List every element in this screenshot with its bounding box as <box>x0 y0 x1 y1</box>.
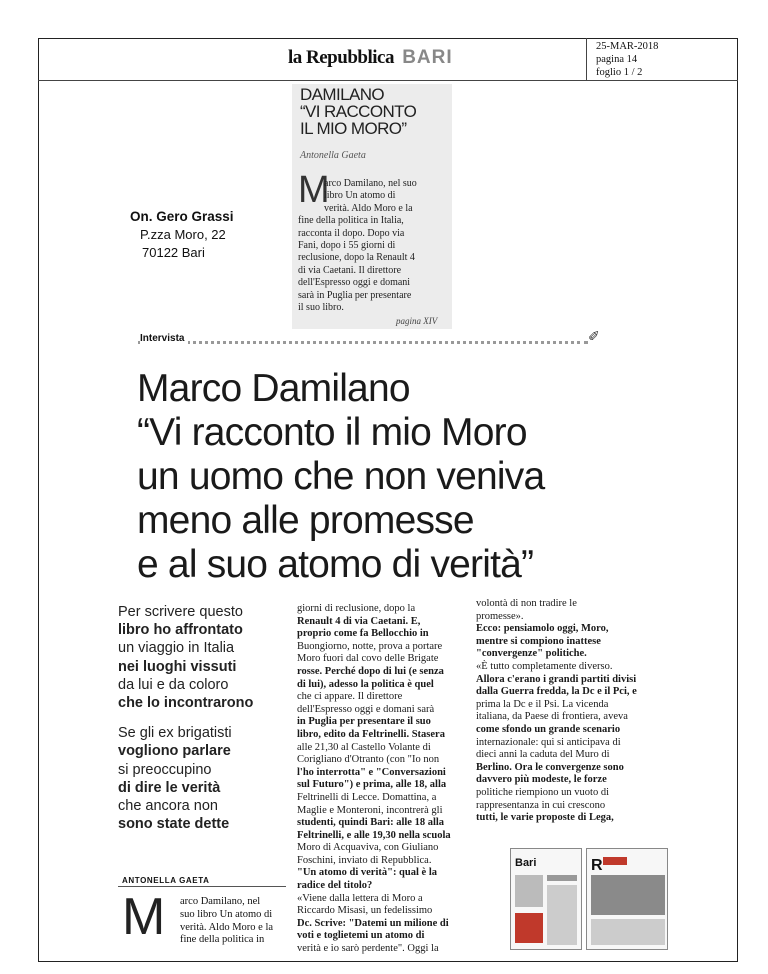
article-line: Corigliano d'Otranto (con "Io non <box>297 754 440 766</box>
header-sheet: foglio 1 / 2 <box>596 67 643 78</box>
article-line: di lui), adesso la politica è quel <box>297 678 434 690</box>
article-line: Moro fuori dal covo delle Brigate <box>297 653 439 665</box>
article-line: Berlino. Ora le convergenze sono <box>476 761 624 773</box>
article-line: Moro di Acquaviva, con Giuliano <box>297 842 439 854</box>
thumbnail-photo <box>591 875 665 915</box>
article-line: internazionale: qui si anticipava di <box>476 736 621 748</box>
address-street: P.zza Moro, 22 <box>140 227 226 242</box>
article-lead-line: arco Damilano, nel <box>180 896 261 907</box>
teaser-line: verità. Aldo Moro e la <box>324 202 413 214</box>
header-divider <box>38 80 738 81</box>
pull-quote-line: che lo incontrarono <box>118 695 254 712</box>
article-column-3 <box>476 598 666 825</box>
teaser-line: sarà in Puglia per presentare <box>298 289 412 301</box>
article-line: "convergenze" politiche. <box>476 648 587 660</box>
page-thumbnail-left <box>510 848 582 950</box>
section-bar <box>138 331 608 351</box>
article-line: tutti, le varie proposte di Lega, <box>476 812 614 824</box>
article-lead-line: fine della politica in <box>180 934 265 946</box>
masthead <box>288 47 453 69</box>
address-city: 70122 Bari <box>142 245 205 260</box>
article-line: Feltrinelli, e alle 19,30 nella scuola <box>297 829 451 841</box>
teaser-line: racconta il dopo. Dopo via <box>298 227 405 239</box>
article-line: dalla Guerra fredda, la Dc e il Pci, e <box>476 686 637 698</box>
article-line: davvero più modeste, le forze <box>476 774 607 786</box>
teaser-title-line: “VI RACCONTO <box>300 102 417 121</box>
article-line: italiana, da Paese di frontiera, aveva <box>476 711 628 723</box>
teaser-line: libro Un atomo di <box>324 190 396 202</box>
article-lead-line: suo libro Un atomo di <box>180 908 273 920</box>
headline-line: e al suo atomo di verità” <box>137 543 534 586</box>
article-line: «È tutto completamente diverso. <box>476 660 613 672</box>
teaser-title <box>300 86 416 137</box>
pull-quote-line: un viaggio in Italia <box>118 640 235 657</box>
article-line: Allora c'erano i grandi partiti divisi <box>476 673 637 685</box>
article-line: Riccardo Misasi, un fedelissimo <box>297 905 433 917</box>
article-line: come sfondo un grande scenario <box>476 723 621 735</box>
teaser-dropcap: M <box>298 169 330 211</box>
article-lead <box>180 896 273 947</box>
article-line: «Viene dalla lettera di Moro a <box>297 892 423 904</box>
teaser-body <box>298 178 448 314</box>
article-line: sul Futuro") e prima, alle 18, alla <box>297 779 447 791</box>
teaser-line: reclusione, dopo la Renault 4 <box>298 252 415 264</box>
article-line: verità e io sarò perdente". Oggi la <box>297 943 439 955</box>
article-line: giorni di reclusione, dopo la <box>297 603 416 614</box>
article-line: prima la Dc e il Psi. La vicenda <box>476 698 609 710</box>
header-date: 25-MAR-2018 <box>596 41 659 52</box>
header-page: pagina 14 <box>596 54 638 65</box>
thumbnail-text <box>591 919 665 945</box>
header-separator <box>586 38 587 80</box>
teaser-line: arco Damilano, nel suo <box>324 178 417 189</box>
thumbnail-title: R <box>591 857 603 874</box>
teaser-page-ref: pagina XIV <box>396 316 438 326</box>
article-line: Renault 4 di via Caetani. E, <box>297 615 421 627</box>
article-byline: ANTONELLA GAETA <box>122 876 210 885</box>
pull-quote-line: vogliono parlare <box>118 743 231 760</box>
article-line: libro, edito da Feltrinelli. Stasera <box>297 728 445 740</box>
article-line: Foschini, inviato di Repubblica. <box>297 854 432 866</box>
article-lead-line: verità. Aldo Moro e la <box>180 921 274 933</box>
article-line: Dc. Scrive: "Datemi un milione di <box>297 917 449 929</box>
pull-quote-line: libro ho affrontato <box>118 622 243 639</box>
article-line: Feltrinelli di Lecce. Domattina, a <box>297 791 437 803</box>
headline-line: “Vi racconto il mio Moro <box>137 411 527 454</box>
teaser-line: dell'Espresso oggi e domani <box>298 277 411 289</box>
headline-line: un uomo che non veniva <box>137 455 545 498</box>
teaser-title-line: IL MIO MORO” <box>300 119 407 138</box>
masthead-title: la Repubblica <box>288 47 394 68</box>
article-line: l'ho interrotta" e "Conversazioni <box>297 766 446 778</box>
quote-icon: ✐ <box>588 330 600 345</box>
article-line: "Un atomo di verità": qual è la <box>297 867 437 879</box>
article-line: proprio come fa Bellocchio in <box>297 628 429 640</box>
article-line: Ecco: pensiamolo oggi, Moro, <box>476 623 609 635</box>
teaser-line: fine della politica in Italia, <box>298 215 404 227</box>
article-line: dieci anni la caduta del Muro di <box>476 749 610 761</box>
article-line: in Puglia per presentare il suo <box>297 716 431 728</box>
pull-quote-line: Se gli ex brigatisti <box>118 725 232 742</box>
headline-line: Marco Damilano <box>137 367 410 410</box>
pull-quote-line: si preoccupino <box>118 761 212 778</box>
article-line: rosse. Perché dopo di lui (e senza <box>297 665 444 677</box>
article-dropcap: M <box>122 888 166 946</box>
masthead-edition: BARI <box>402 47 453 68</box>
thumbnail-banner <box>603 857 627 865</box>
article-line: Maglie e Monteroni, incontrerà gli <box>297 804 443 816</box>
article-line: alle 21,30 al Castello Volante di <box>297 741 431 753</box>
address-stamp <box>130 208 234 262</box>
teaser-title-line: DAMILANO <box>300 85 384 104</box>
pull-quote-line: Per scrivere questo <box>118 604 243 620</box>
article-line: mentre si compiono inattese <box>476 635 601 647</box>
article-line: dell'Espresso oggi e domani sarà <box>297 703 435 715</box>
section-label: Intervista <box>140 333 188 344</box>
article-line: radice del titolo? <box>297 880 373 892</box>
thumbnail-ad <box>515 913 543 943</box>
address-name: On. Gero Grassi <box>130 209 234 224</box>
article-line: voti e toglietemi un atomo di <box>297 930 425 942</box>
pull-quotes <box>118 603 288 833</box>
pull-quote-line: nei luoghi vissuti <box>118 658 237 675</box>
teaser-line: il suo libro. <box>298 302 344 314</box>
pull-quote-line: che ancora non <box>118 798 218 815</box>
article-line: Buongiorno, notte, prova a portare <box>297 640 443 652</box>
article-line: politiche riempiono un vuoto di <box>476 786 609 798</box>
headline-line: meno alle promesse <box>137 499 474 542</box>
thumbnail-photo <box>515 875 543 907</box>
section-rule <box>138 341 588 344</box>
teaser-line: Fani, dopo i 55 giorni di <box>298 240 396 252</box>
article-line: che ci appare. Il direttore <box>297 691 403 703</box>
thumbnail-text <box>547 885 577 945</box>
page-thumbnail-right <box>586 848 668 950</box>
header-meta <box>596 40 658 79</box>
pull-quote-line: sono state dette <box>118 816 230 833</box>
teaser-byline: Antonella Gaeta <box>300 150 366 161</box>
pull-quote-line: di dire le verità <box>118 779 221 796</box>
teaser-line: di via Caetani. Il direttore <box>298 264 402 276</box>
headline <box>137 367 544 587</box>
article-line: studenti, quindi Bari: alle 18 alla <box>297 817 445 829</box>
pull-quote-line: da lui e da coloro <box>118 676 229 693</box>
article-line: promesse». <box>476 610 524 622</box>
thumbnail-headline <box>547 875 577 881</box>
byline-rule <box>118 886 286 887</box>
thumbnail-title: Bari <box>515 857 537 869</box>
article-column-2 <box>297 603 473 956</box>
teaser-box <box>292 84 452 329</box>
article-line: rappresentanza in cui crescono <box>476 799 606 811</box>
article-line: volontà di non tradire le <box>476 598 577 609</box>
